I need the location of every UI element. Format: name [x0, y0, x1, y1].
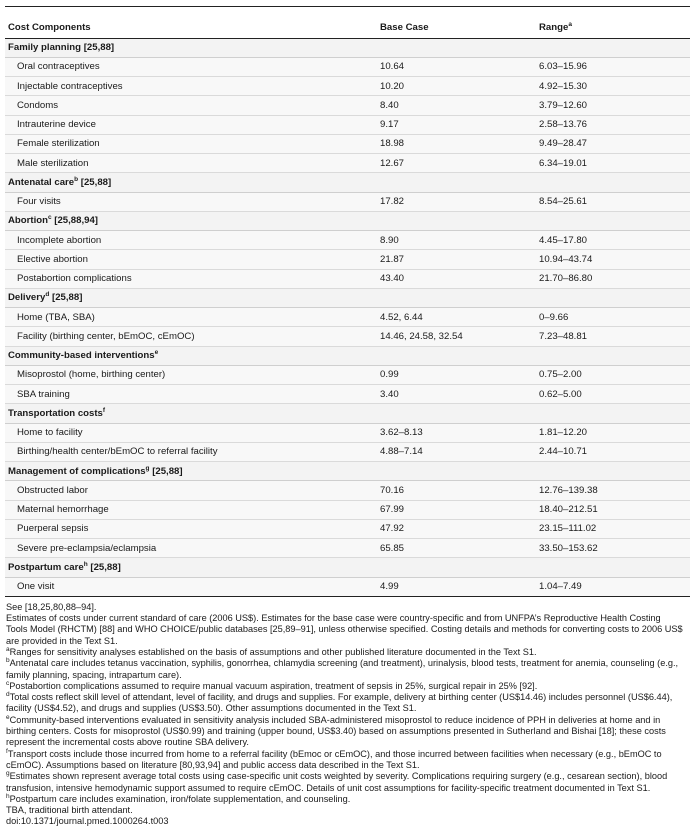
footnote-mark: a — [6, 645, 10, 653]
base-case-cell: 18.98 — [375, 134, 534, 153]
table-header — [5, 18, 690, 38]
range-cell: 6.03–15.96 — [534, 57, 690, 76]
range-cell: 6.34–19.01 — [534, 154, 690, 173]
footnote-text: Community-based interventions evaluated in sensitivity analysis included SBA-administered misoprostol to reduce incidence of PPH in deliveries at home and in birthing centers. Costs for misoprostol (US$0.99) and training (upper bound, US$3.40) based on assumptions presented in Sutherland and Bishai [18]; these costs represent the incremental costs above routine SBA delivery. — [6, 714, 666, 748]
base-case-cell: 21.87 — [375, 250, 534, 269]
cost-component-cell: Birthing/health center/bEmOC to referral facility — [5, 442, 375, 461]
section-refs: [25,88,94] — [54, 215, 98, 227]
base-case-cell: 17.82 — [375, 192, 534, 211]
base-case-cell: 14.46, 24.58, 32.54 — [375, 327, 534, 346]
table-row — [5, 327, 690, 346]
cost-component-cell: Puerperal sepsis — [5, 519, 375, 538]
table-row — [5, 385, 690, 404]
footnote-mark: h — [6, 792, 10, 800]
table-footnotes — [5, 602, 690, 828]
footnote-mark: g — [6, 770, 10, 778]
range-cell: 10.94–43.74 — [534, 250, 690, 269]
section-refs: [25,88] — [90, 561, 121, 573]
table-row — [5, 500, 690, 519]
cost-component-cell: Female sterilization — [5, 134, 375, 153]
cost-component-cell: SBA training — [5, 385, 375, 404]
section-row — [5, 288, 690, 307]
section-title — [5, 211, 690, 230]
base-case-cell: 12.67 — [375, 154, 534, 173]
base-case-cell: 3.40 — [375, 385, 534, 404]
range-cell: 4.45–17.80 — [534, 231, 690, 250]
cost-component-cell: Oral contraceptives — [5, 57, 375, 76]
range-cell: 0.75–2.00 — [534, 365, 690, 384]
base-case-cell: 9.17 — [375, 115, 534, 134]
footnote-text: Postabortion complications assumed to require manual vacuum aspiration, treatment of sepsis in 25%, surgical repair in 25% [92]. — [9, 680, 538, 691]
section-title-text: Antenatal care — [8, 176, 75, 188]
footnote-abbrev: TBA, traditional birth attendant. — [6, 805, 133, 816]
base-case-cell: 4.52, 6.44 — [375, 308, 534, 327]
footnote-text: Total costs reflect skill level of attendant, level of facility, and drugs and supplies. For example, delivery at birthing center (US$14.46) includes personnel (US$6.44), facility (US$4.52), and drugs and supplies (US$3.50). Other assumptions documented in the Text S1. — [6, 692, 673, 714]
cost-component-cell: Home to facility — [5, 423, 375, 442]
section-title — [5, 346, 690, 365]
header-base-case-label: Base Case — [380, 22, 429, 34]
section-footnote-mark: d — [45, 291, 50, 299]
range-cell: 3.79–12.60 — [534, 96, 690, 115]
section-footnote-mark: c — [47, 214, 52, 222]
range-cell: 7.23–48.81 — [534, 327, 690, 346]
table-row — [5, 250, 690, 269]
range-cell: 9.49–28.47 — [534, 134, 690, 153]
footnote-see: See [18,25,80,88–94]. — [6, 601, 97, 612]
table-row — [5, 269, 690, 288]
footnote-text: Ranges for sensitivity analyses established on the basis of assumptions and other published literature documented in the Text S1. — [9, 646, 537, 657]
base-case-cell: 4.99 — [375, 577, 534, 596]
footnote-mark: b — [6, 657, 10, 665]
footnote-item — [6, 749, 684, 772]
section-row — [5, 462, 690, 481]
range-cell: 21.70–86.80 — [534, 269, 690, 288]
section-row — [5, 346, 690, 365]
range-cell: 2.44–10.71 — [534, 442, 690, 461]
cost-component-cell: Misoprostol (home, birthing center) — [5, 365, 375, 384]
section-row — [5, 38, 690, 57]
cost-component-cell: Elective abortion — [5, 250, 375, 269]
section-row — [5, 173, 690, 192]
base-case-cell: 10.64 — [375, 57, 534, 76]
base-case-cell: 10.20 — [375, 77, 534, 96]
section-title — [5, 288, 690, 307]
header-cost-components-label: Cost Components — [8, 22, 91, 34]
cost-component-cell: Four visits — [5, 192, 375, 211]
footnote-item — [6, 794, 684, 805]
section-title — [5, 404, 690, 423]
section-title-text: Family planning — [8, 42, 82, 54]
range-cell: 33.50–153.62 — [534, 539, 690, 558]
footnote-item — [6, 715, 684, 749]
section-footnote-mark: f — [102, 406, 106, 414]
cost-component-cell: Maternal hemorrhage — [5, 500, 375, 519]
header-range-mark: a — [568, 21, 572, 29]
table-row — [5, 77, 690, 96]
table-row — [5, 539, 690, 558]
footnote-item — [6, 658, 684, 681]
cost-component-cell: Incomplete abortion — [5, 231, 375, 250]
range-cell: 18.40–212.51 — [534, 500, 690, 519]
cost-component-cell: Injectable contraceptives — [5, 77, 375, 96]
range-cell: 8.54–25.61 — [534, 192, 690, 211]
cost-component-cell: One visit — [5, 577, 375, 596]
footnote-doi: doi:10.1371/journal.pmed.1000264.t003 — [6, 816, 169, 827]
footnote-item — [6, 692, 684, 715]
footnote-item — [6, 681, 684, 692]
base-case-cell: 8.90 — [375, 231, 534, 250]
section-refs: [25,88] — [52, 292, 83, 304]
cost-component-cell: Obstructed labor — [5, 481, 375, 500]
section-title-text: Transportation costs — [8, 407, 103, 419]
base-case-cell: 43.40 — [375, 269, 534, 288]
header-base-case — [375, 18, 534, 38]
cost-component-cell: Facility (birthing center, bEmOC, cEmOC) — [5, 327, 375, 346]
section-title-text: Postpartum care — [8, 561, 84, 573]
footnote-mark: c — [6, 679, 10, 687]
range-cell: 0–9.66 — [534, 308, 690, 327]
section-refs: [25,88] — [83, 42, 115, 54]
section-refs: [25,88] — [152, 465, 183, 477]
footnote-list — [6, 647, 684, 805]
cost-component-cell: Intrauterine device — [5, 115, 375, 134]
table-row — [5, 154, 690, 173]
cost-component-cell: Postabortion complications — [5, 269, 375, 288]
table-row — [5, 365, 690, 384]
table-row — [5, 442, 690, 461]
section-row — [5, 558, 690, 577]
section-footnote-mark: b — [74, 175, 79, 183]
footnote-mark: e — [6, 713, 10, 721]
header-row — [5, 18, 690, 38]
table-row — [5, 57, 690, 76]
cost-component-cell: Home (TBA, SBA) — [5, 308, 375, 327]
base-case-cell: 67.99 — [375, 500, 534, 519]
table-row — [5, 115, 690, 134]
section-title-text: Management of complications — [8, 465, 146, 477]
section-title — [5, 173, 690, 192]
footnote-text: Antenatal care includes tetanus vaccination, syphilis, gonorrhea, chlamydia screening (and treatment), urinalysis, blood tests, treatment for anemia, counseling (e.g., family planning, spacing, intrapartum care). — [6, 658, 679, 680]
section-footnote-mark: g — [145, 464, 150, 472]
section-footnote-mark: e — [154, 348, 159, 356]
section-refs: [25,88] — [80, 176, 112, 188]
base-case-cell: 65.85 — [375, 539, 534, 558]
section-row — [5, 404, 690, 423]
section-title — [5, 462, 690, 481]
section-row — [5, 211, 690, 230]
table-row — [5, 134, 690, 153]
range-cell: 23.15–111.02 — [534, 519, 690, 538]
base-case-cell: 47.92 — [375, 519, 534, 538]
header-range-label: Range — [539, 22, 569, 34]
cost-component-cell: Male sterilization — [5, 154, 375, 173]
range-cell: 0.62–5.00 — [534, 385, 690, 404]
base-case-cell: 4.88–7.14 — [375, 442, 534, 461]
footnote-text: Estimates shown represent average total costs using case-specific unit costs weighted by severity. Complications requiring surgery (e.g., cesarean section), blood transfusion, intensive hemodynamic support assumed to require cEmOC. Details of unit cost assumptions for facility-specific treatment documented in Text S1. — [6, 771, 668, 793]
footnote-item — [6, 771, 684, 794]
range-cell: 12.76–139.38 — [534, 481, 690, 500]
range-cell: 4.92–15.30 — [534, 77, 690, 96]
base-case-cell: 70.16 — [375, 481, 534, 500]
table-row — [5, 423, 690, 442]
header-range — [534, 18, 690, 38]
range-cell: 1.04–7.49 — [534, 577, 690, 596]
section-title-text: Abortion — [8, 215, 48, 227]
footnote-intro: Estimates of costs under current standard of care (2006 US$). Estimates for the base case were country-specific and from UNFPA’s Reproductive Health Costing Tools Model (RHCTM) [88] and WHO CHOICE/public databases [25,89–91], unless otherwise specified. Costing details and methods for converting costs to 2006 US$ are provided in the Text S1. — [6, 613, 683, 646]
table-row — [5, 481, 690, 500]
table-row — [5, 96, 690, 115]
table-body — [5, 38, 690, 596]
table-row — [5, 231, 690, 250]
base-case-cell: 3.62–8.13 — [375, 423, 534, 442]
table-row — [5, 577, 690, 596]
table-row — [5, 519, 690, 538]
section-footnote-mark: h — [83, 560, 88, 568]
header-cost-components — [5, 18, 375, 38]
section-title — [5, 558, 690, 577]
section-title-text: Community-based interventions — [8, 350, 155, 362]
footnote-mark: d — [6, 691, 10, 699]
range-cell: 1.81–12.20 — [534, 423, 690, 442]
base-case-cell: 0.99 — [375, 365, 534, 384]
base-case-cell: 8.40 — [375, 96, 534, 115]
table-row — [5, 192, 690, 211]
range-cell: 2.58–13.76 — [534, 115, 690, 134]
table-row — [5, 308, 690, 327]
footnote-text: Transport costs include those incurred from home to a referral facility (bEmoc or cEmOC), and those incurred between facilities when necessary (e.g., bEmOC to cEmOC). Assumptions based on literature [80,93,94] and public access data described in the Text S1. — [6, 748, 662, 770]
cost-component-cell: Severe pre-eclampsia/eclampsia — [5, 539, 375, 558]
section-title-text: Delivery — [8, 292, 46, 304]
footnote-item — [6, 647, 684, 658]
top-rule — [5, 6, 690, 7]
cost-component-cell: Condoms — [5, 96, 375, 115]
footnote-mark: f — [6, 747, 8, 755]
section-title — [5, 38, 690, 57]
footnote-text: Postpartum care includes examination, iron/folate supplementation, and counseling. — [9, 793, 351, 804]
cost-table — [5, 18, 690, 597]
